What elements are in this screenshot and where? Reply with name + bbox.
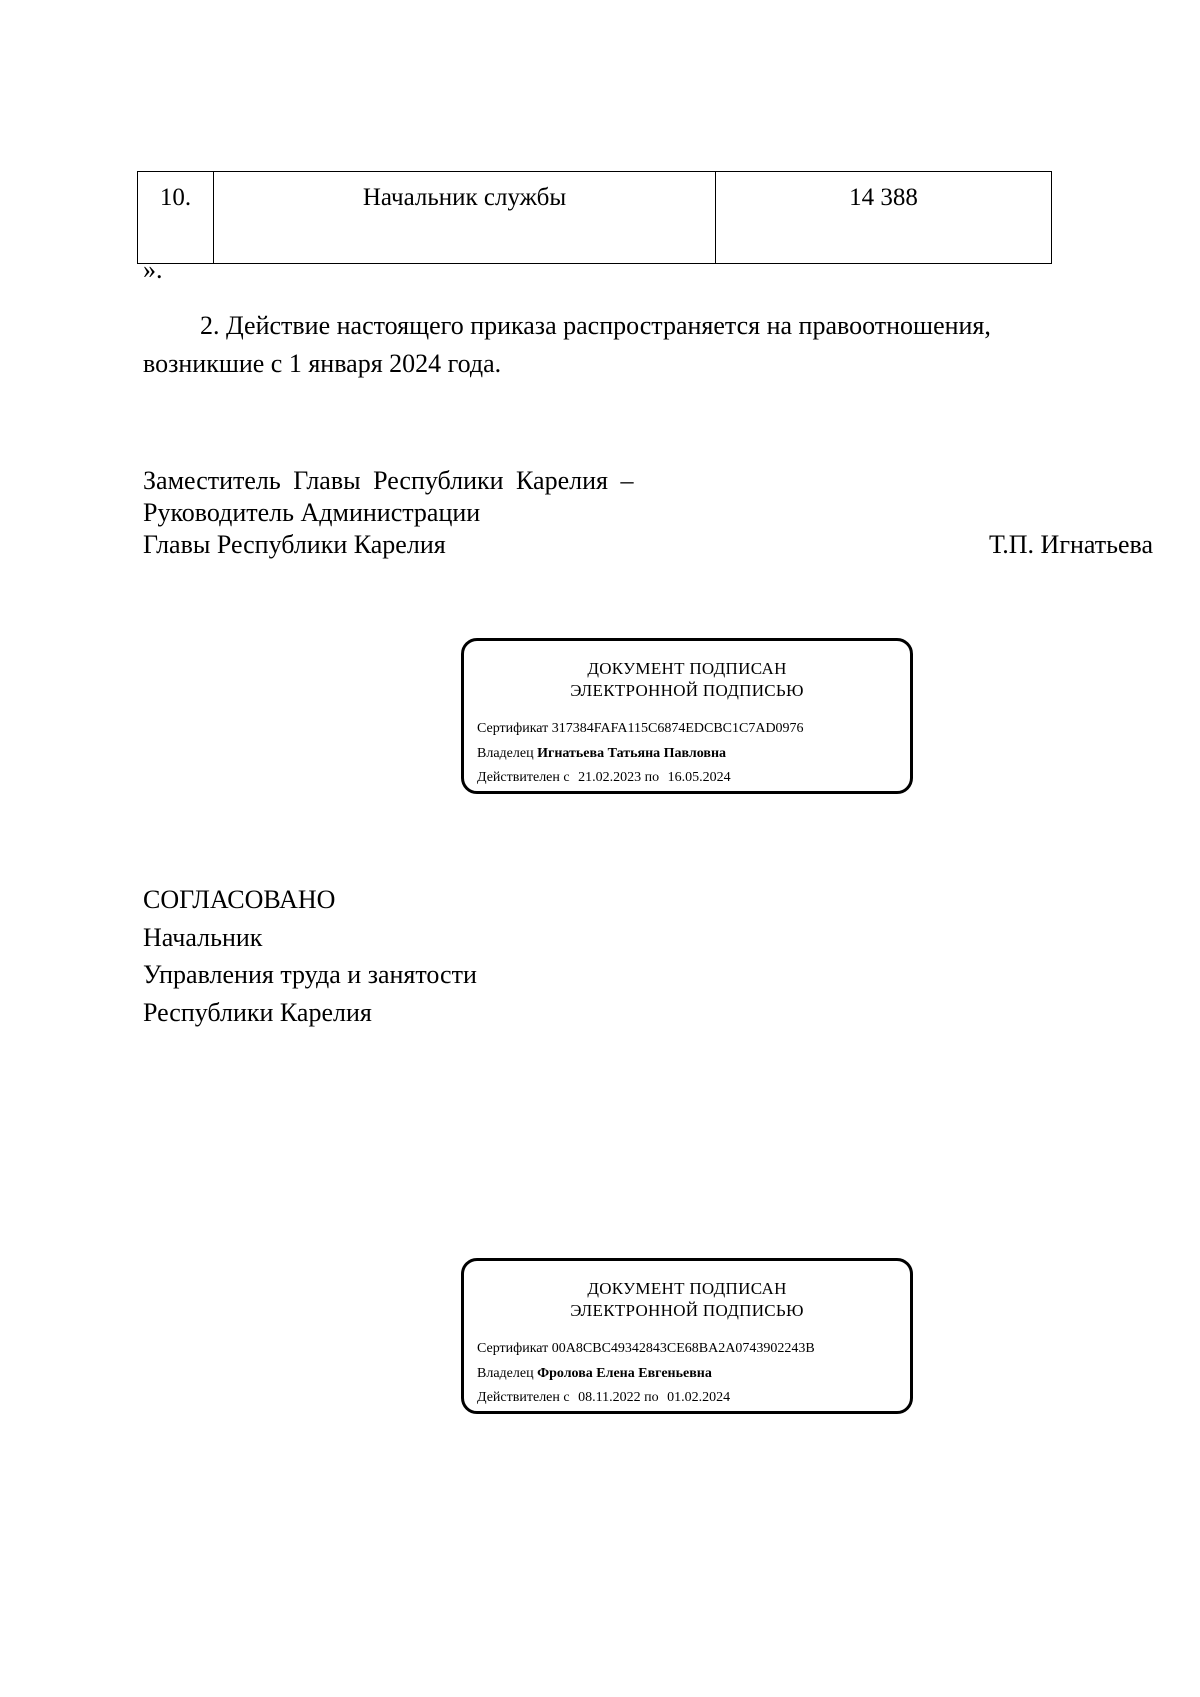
valid-from: 21.02.2023 bbox=[578, 770, 642, 785]
agreed-heading: СОГЛАСОВАНО bbox=[143, 885, 336, 914]
signatory-name: Т.П. Игнатьева bbox=[988, 530, 1153, 559]
owner-label: Владелец bbox=[477, 746, 534, 761]
validity-label: Действителен с bbox=[477, 770, 570, 785]
stamp-header: ЭЛЕКТРОННОЙ ПОДПИСЬЮ bbox=[570, 681, 804, 700]
valid-from: 08.11.2022 bbox=[578, 1390, 641, 1405]
stamp-header: ЭЛЕКТРОННОЙ ПОДПИСЬЮ bbox=[570, 1301, 804, 1320]
certificate-value: 317384FAFA115C6874EDCBC1C7AD0976 bbox=[551, 721, 804, 736]
closing-quote: ». bbox=[143, 255, 163, 284]
agreed-line: Республики Карелия bbox=[143, 998, 372, 1027]
validity-to-label: по bbox=[644, 770, 660, 785]
position-name-cell: Начальник службы bbox=[214, 172, 716, 264]
agreed-line: Управления труда и занятости bbox=[143, 960, 477, 989]
certificate-label: Сертификат bbox=[477, 721, 549, 736]
paragraph-line: возникшие с 1 января 2024 года. bbox=[143, 349, 502, 378]
salary-table bbox=[137, 171, 1052, 264]
signatory-title-line: Заместитель Главы Республики Карелия – bbox=[143, 466, 634, 495]
stamp-header: ДОКУМЕНТ ПОДПИСАН bbox=[587, 1279, 787, 1298]
stamp-validity bbox=[477, 768, 731, 788]
valid-to: 01.02.2024 bbox=[667, 1390, 731, 1405]
stamp-validity bbox=[477, 1388, 730, 1408]
electronic-signature-stamp bbox=[461, 638, 913, 794]
signatory-title-line: Руководитель Администрации bbox=[143, 498, 481, 527]
validity-to-label: по bbox=[644, 1390, 659, 1405]
certificate-value: 00A8CBC49342843CE68BA2A0743902243B bbox=[551, 1341, 815, 1356]
valid-to: 16.05.2024 bbox=[667, 770, 731, 785]
validity-label: Действителен с bbox=[477, 1390, 570, 1405]
stamp-certificate bbox=[477, 1339, 815, 1359]
owner-value: Фролова Елена Евгеньевна bbox=[537, 1366, 712, 1381]
owner-label: Владелец bbox=[477, 1366, 534, 1381]
electronic-signature-stamp bbox=[461, 1258, 913, 1414]
stamp-owner bbox=[477, 744, 726, 764]
certificate-label: Сертификат bbox=[477, 1341, 549, 1356]
salary-value-cell: 14 388 bbox=[716, 172, 1052, 264]
row-number-cell: 10. bbox=[138, 172, 214, 264]
stamp-certificate bbox=[477, 719, 804, 739]
stamp-owner bbox=[477, 1364, 712, 1384]
table-row bbox=[138, 172, 1052, 264]
paragraph-line: 2. Действие настоящего приказа распространяется на правоотношения, bbox=[200, 311, 991, 340]
agreed-line: Начальник bbox=[143, 923, 263, 952]
owner-value: Игнатьева Татьяна Павловна bbox=[537, 746, 727, 761]
stamp-header: ДОКУМЕНТ ПОДПИСАН bbox=[587, 659, 787, 678]
signatory-title-line: Главы Республики Карелия bbox=[143, 530, 446, 559]
